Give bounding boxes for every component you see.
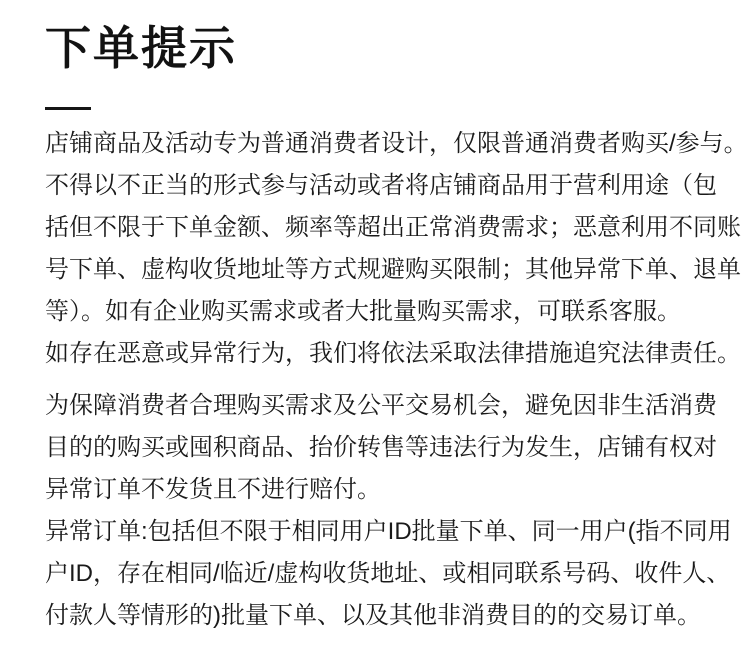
notice-line: 不得以不正当的形式参与活动或者将店铺商品用于营利用途（包	[45, 172, 717, 199]
notice-line: 付款人等情形的)批量下单、以及其他非消费目的的交易订单。	[45, 602, 701, 629]
notice-line: 异常订单不发货且不进行赔付。	[45, 476, 381, 503]
notice-paragraph-consumer-rules	[45, 123, 748, 375]
title-divider	[45, 107, 91, 110]
notice-line: 等）。如有企业购买需求或者大批量购买需求，可联系客服。	[45, 298, 681, 325]
notice-line: 括但不限于下单金额、频率等超出正常消费需求；恶意利用不同账	[45, 214, 741, 241]
notice-paragraph-abnormal-orders	[45, 385, 730, 637]
notice-line: 店铺商品及活动专为普通消费者设计，仅限普通消费者购买/参与。	[45, 130, 748, 157]
notice-line: 异常订单:包括但不限于相同用户ID批量下单、同一用户(指不同用	[45, 518, 732, 545]
notice-body	[45, 123, 748, 637]
notice-line: 如存在恶意或异常行为，我们将依法采取法律措施追究法律责任。	[45, 340, 741, 367]
notice-line: 为保障消费者合理购买需求及公平交易机会，避免因非生活消费	[45, 392, 717, 419]
notice-line: 户ID，存在相同/临近/虚构收货地址、或相同联系号码、收件人、	[45, 560, 731, 587]
notice-line: 目的的购买或囤积商品、抬价转售等违法行为发生，店铺有权对	[45, 434, 717, 461]
notice-line: 号下单、虚构收货地址等方式规避购买限制；其他异常下单、退单	[45, 256, 741, 283]
page-title: 下单提示	[45, 22, 237, 74]
